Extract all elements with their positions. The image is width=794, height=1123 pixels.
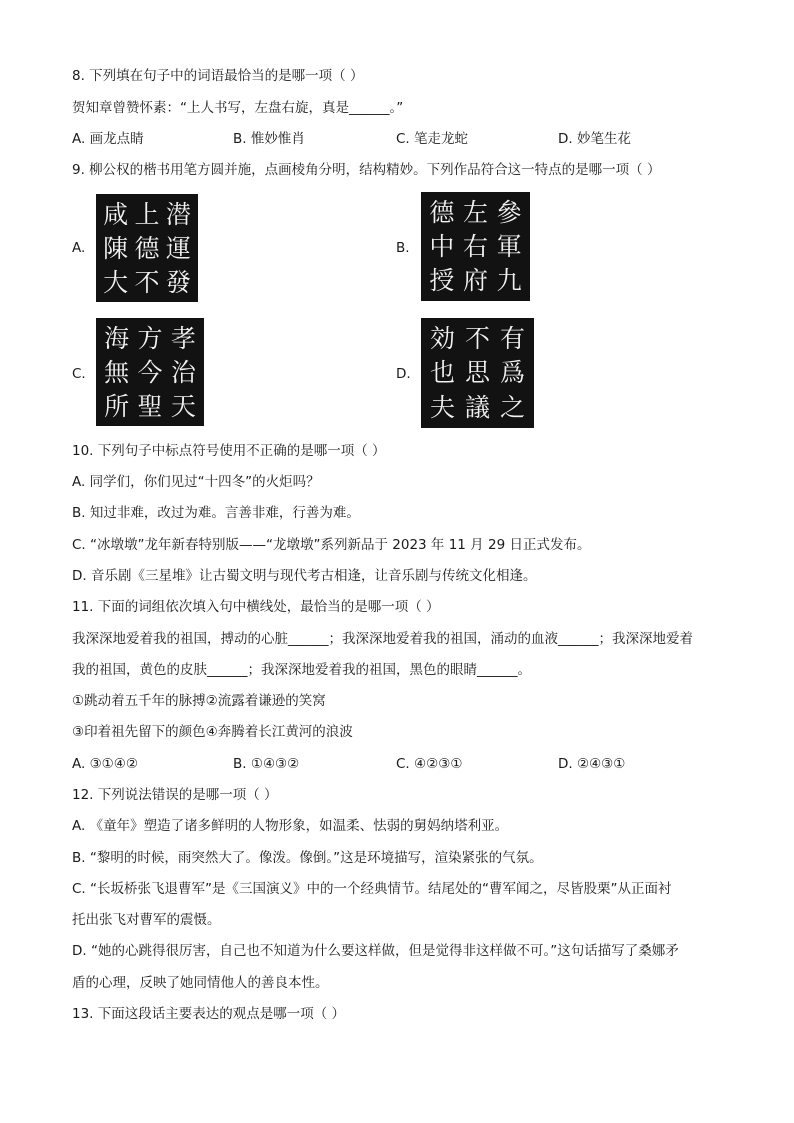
rubbing-image-d: [421, 318, 534, 428]
rubbing-char: 上: [134, 199, 160, 229]
q9-stem: 9. 柳公权的楷书用笔方圆并施，点画棱角分明，结构精妙。下列作品符合这一特点的是哪一项（ ）: [72, 162, 661, 178]
rubbing-char: 陳: [103, 233, 129, 263]
q12-option-d: D. “她的心跳得很厉害，自己也不知道为什么要这样做，但是觉得非这样做不可。”这句话描写了桑娜矛: [72, 943, 679, 959]
rubbing-char: 也: [429, 358, 455, 388]
q9-option-d-letter: D.: [396, 366, 411, 382]
q10-option-a: A. 同学们，你们见过“十四冬”的火炬吗？: [72, 474, 320, 490]
q8-sentence: 贺知章曾赞怀素：“上人书写，左盘右旋，真是______。”: [72, 100, 404, 116]
q11-text-line-1: 我深深地爱着我的祖国，搏动的心脏______；我深深地爱着我的祖国，涌动的血液______；我深深地爱着: [72, 631, 693, 647]
q11-stem: 11. 下面的词组依次填入句中横线处，最恰当的是哪一项（ ）: [72, 599, 440, 615]
rubbing-char: 大: [103, 267, 129, 297]
rubbing-char: 左: [462, 197, 488, 227]
rubbing-char: 今: [137, 357, 163, 387]
rubbing-char: 右: [462, 231, 488, 261]
rubbing-char: 授: [429, 266, 455, 296]
rubbing-char: 軍: [496, 231, 522, 261]
q9-option-a-letter: A.: [72, 240, 86, 256]
rubbing-char: 參: [496, 197, 522, 227]
rubbing-char: 治: [170, 357, 196, 387]
rubbing-char: 議: [464, 393, 490, 423]
q11-phrases-1: ①跳动着五千年的脉搏②流露着谦逊的笑窝: [72, 693, 326, 709]
rubbing-char: 所: [104, 391, 130, 421]
rubbing-char: 有: [499, 323, 525, 353]
q12-option-b: B. “黎明的时候，雨突然大了。像泼。像倒。”这是环境描写，渲染紧张的气氛。: [72, 850, 543, 866]
q13-stem: 13. 下面这段话主要表达的观点是哪一项（ ）: [72, 1006, 346, 1022]
q10-stem: 10. 下列句子中标点符号使用不正确的是哪一项（ ）: [72, 443, 386, 459]
q11-option-c: C. ④②③①: [396, 756, 463, 772]
q10-option-c: C. “冰墩墩”龙年新春特别版——“龙墩墩”系列新品于 2023 年 11 月 29 日正式发布。: [72, 537, 591, 553]
rubbing-char: 中: [429, 231, 455, 261]
q8-option-d: D. 妙笔生花: [558, 131, 631, 147]
q9-option-b-letter: B.: [396, 240, 410, 256]
q12-option-c-cont: 托出张飞对曹军的震慑。: [72, 912, 221, 928]
q11-option-d: D. ②④③①: [558, 756, 626, 772]
rubbing-char: 思: [464, 358, 490, 388]
q11-option-b: B. ①④③②: [233, 756, 300, 772]
rubbing-image-c: [96, 318, 204, 426]
rubbing-char: 聖: [137, 391, 163, 421]
q11-option-a: A. ③①④②: [72, 756, 138, 772]
q8-option-a: A. 画龙点睛: [72, 131, 144, 147]
q12-option-d-cont: 盾的心理，反映了她同情他人的善良本性。: [72, 975, 329, 991]
rubbing-char: 之: [499, 393, 525, 423]
rubbing-char: 爲: [499, 358, 525, 388]
q9-option-c-letter: C.: [72, 366, 86, 382]
rubbing-char: 無: [104, 357, 130, 387]
q8-option-b: B. 惟妙惟肖: [233, 131, 305, 147]
q10-option-b: B. 知过非难，改过为难。言善非难，行善为难。: [72, 505, 360, 521]
rubbing-char: 咸: [103, 199, 129, 229]
rubbing-char: 九: [496, 266, 522, 296]
rubbing-char: 夫: [429, 393, 455, 423]
q8-stem: 8. 下列填在句子中的词语最恰当的是哪一项（ ）: [72, 68, 364, 84]
rubbing-char: 府: [462, 266, 488, 296]
rubbing-char: 天: [170, 391, 196, 421]
q11-phrases-2: ③印着祖先留下的颜色④奔腾着长江黄河的浪波: [72, 724, 353, 740]
rubbing-char: 發: [165, 267, 191, 297]
rubbing-char: 方: [137, 323, 163, 353]
q12-stem: 12. 下列说法错误的是哪一项（ ）: [72, 787, 278, 803]
rubbing-char: 孝: [170, 323, 196, 353]
q11-text-line-2: 我的祖国，黄色的皮肤______；我深深地爱着我的祖国，黑色的眼睛______。: [72, 662, 531, 678]
rubbing-char: 德: [429, 197, 455, 227]
rubbing-char: 海: [104, 323, 130, 353]
rubbing-char: 德: [134, 233, 160, 263]
q12-option-c: C. “长坂桥张飞退曹军”是《三国演义》中的一个经典情节。结尾处的“曹军闻之，尽皆股栗”从正面衬: [72, 881, 672, 897]
q10-option-d: D. 音乐剧《三星堆》让古蜀文明与现代考古相逢，让音乐剧与传统文化相逢。: [72, 568, 537, 584]
rubbing-char: 潜: [165, 199, 191, 229]
rubbing-image-b: [421, 192, 530, 301]
q12-option-a: A. 《童年》塑造了诸多鲜明的人物形象，如温柔、怯弱的舅妈纳塔利亚。: [72, 818, 509, 834]
rubbing-char: 不: [464, 323, 490, 353]
rubbing-char: 運: [165, 233, 191, 263]
rubbing-image-a: [96, 194, 198, 302]
rubbing-char: 効: [429, 323, 455, 353]
rubbing-char: 不: [134, 267, 160, 297]
q8-option-c: C. 笔走龙蛇: [396, 131, 469, 147]
